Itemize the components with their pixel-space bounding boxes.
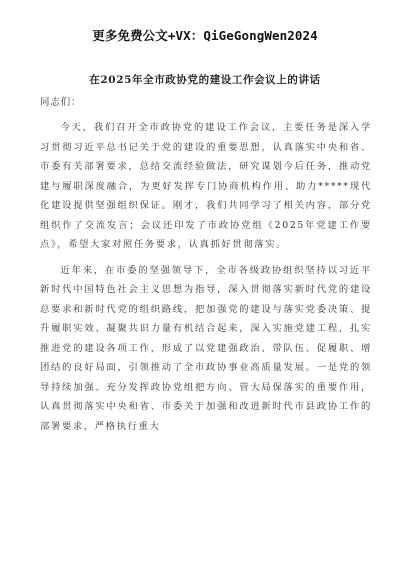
paragraph-review: 近年来，在市委的坚强领导下，全市各级政协组织坚持以习近平新时代中国特色社会主义思想为指导，深入贯彻落实新时代党的建设总要求和新时代党的组织路线，把加强党的建设与落实党委决策、提升履职实效、凝聚共识力量有机结合起来，深入实施党建工程，扎实推进党的建设各项工作，形成了以党建强政治、带队伍、促履职、增团结的良好局面，引领推动了全市政协事业高质量发展。一是党的领导持续加强。充分发挥政协党组把方向、管大局保落实的重要作用，认真贯彻落实中央和省、市委关于加强和改进新时代市县政协工作的部署要求，严格执行重大: [40, 264, 372, 432]
document-title: 在2025年全市政协党的建设工作会议上的讲话: [89, 74, 321, 86]
salutation: 同志们：: [40, 97, 82, 108]
document-body: [40, 118, 372, 442]
promo-banner: 更多免费公文+VX：QiGeGongWen2024: [92, 28, 318, 43]
paragraph-opening: 今天，我们召开全市政协党的建设工作会议，主要任务是深入学习贯彻习近平总书记关于党的建设的重要思想，认真落实中央和省、市委有关部署要求，总结交流经验做法，研究谋划今后任务，推动党建与履职深度融合，为更好发挥专门协商机构作用、助力*****现代化建设提供坚强组织保证。刚才，我们共同学习了相关内容，部分党组织作了交流发言；会议还印发了市政协党组《2025年党建工作要点》，希望大家对照任务要求，认真抓好贯彻落实。: [40, 122, 372, 250]
